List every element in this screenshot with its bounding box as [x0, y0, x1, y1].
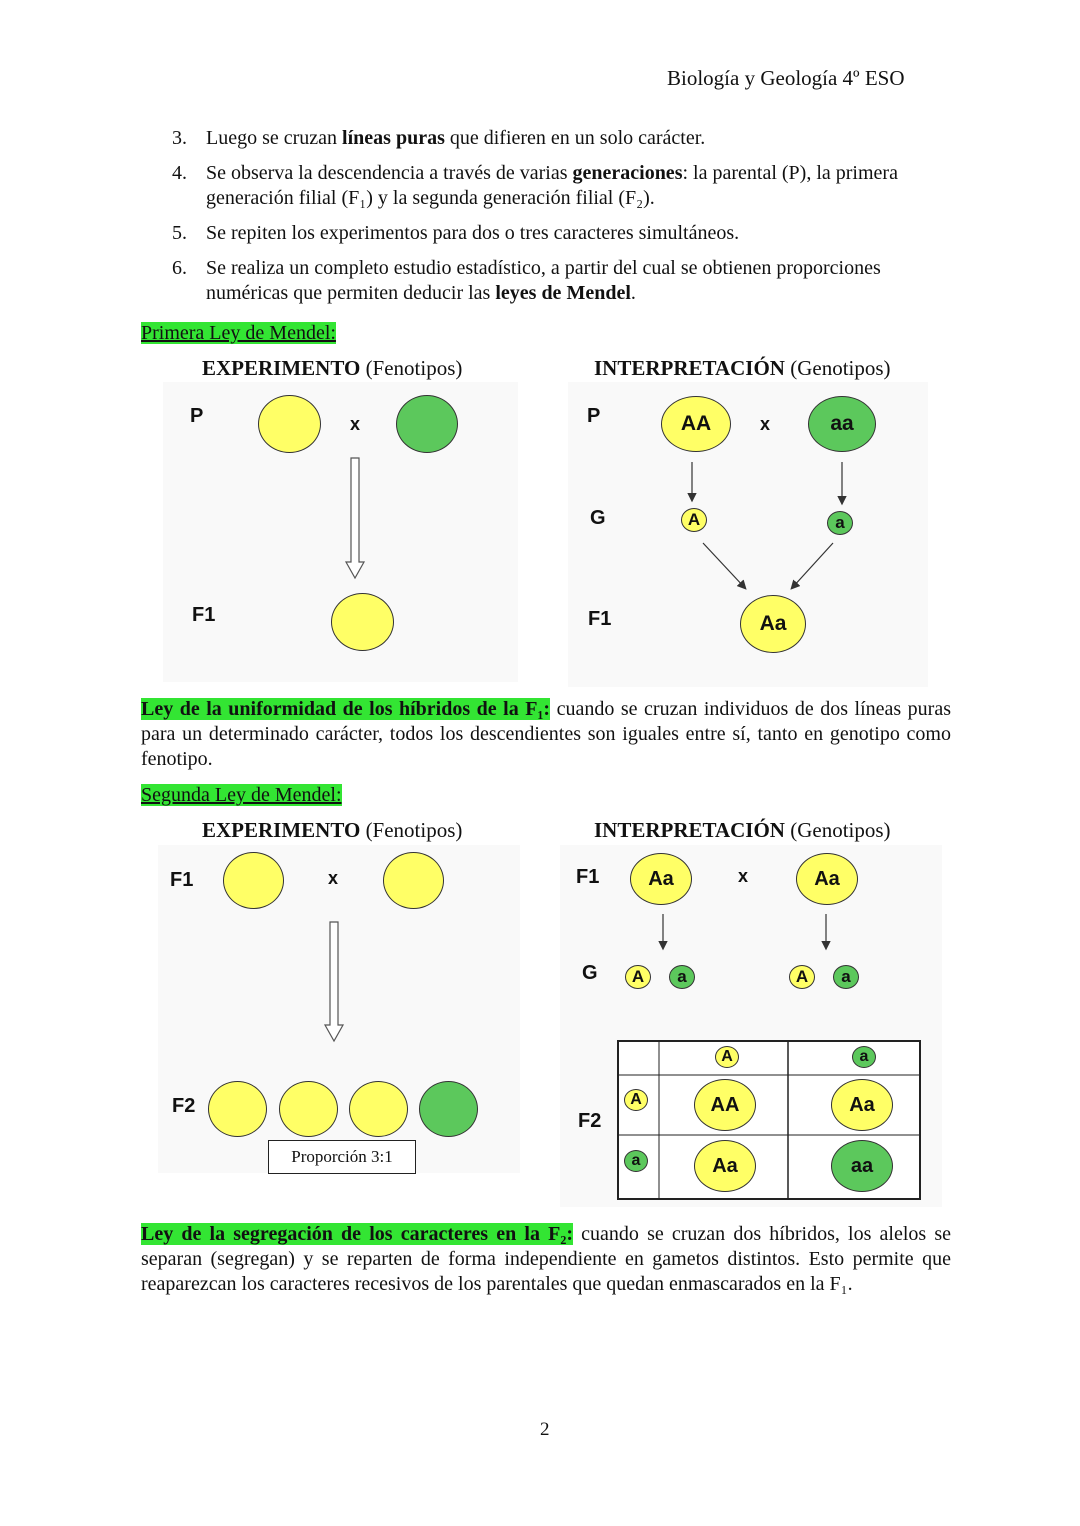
parent-Aa-2: Aa [796, 853, 858, 905]
gamete-A-2: A [789, 965, 815, 989]
yellow-pea-f1 [331, 593, 394, 651]
second-law-definition: Ley de la segregación de los caracteres en la F₂: cuando se cruzan dos híbridos, los alelos se separan (segregan) y se reparten de forma independiente en gametos distintos. Esto permite que reaparezcan los caracteres recesivos de los parentales que quedan enmascarados en la F₁. [141, 1223, 951, 1295]
list-item-text: : la parental (P), la primera generación filial (F₁) y la segunda generación filial (F₂). [206, 162, 898, 209]
numbered-list [172, 126, 962, 316]
label-p: P [190, 405, 204, 427]
interpretation-heading: INTERPRETACIÓN (Genotipos) [594, 356, 891, 380]
first-law-definition: Ley de la uniformidad de los híbridos de la F₁: cuando se cruzan individuos de dos líneas puras para un determinado carácter, todos los descendientes son iguales entre sí, tanto en genotipo como fenotipo. [141, 698, 951, 770]
yellow-pea-f2-3 [349, 1081, 408, 1137]
label-f2: F2 [578, 1110, 602, 1132]
second-law-title: Segunda Ley de Mendel: [141, 784, 342, 806]
cross-symbol: x [350, 414, 361, 434]
label-g: G [590, 507, 606, 529]
list-item-number: 6. [172, 257, 187, 279]
gamete-A: A [681, 508, 707, 532]
list-item-number: 4. [172, 162, 187, 184]
punnett-cell-AA: AA [694, 1079, 756, 1131]
genotype-AA-circle: AA [661, 396, 731, 452]
first-law-title: Primera Ley de Mendel: [141, 322, 336, 344]
punnett-row-gamete-A: A [624, 1089, 648, 1111]
list-item [172, 161, 962, 211]
punnett-col-gamete-a: a [852, 1046, 876, 1068]
list-item [172, 256, 962, 306]
yellow-pea-parent [258, 395, 321, 453]
list-item-text: . [630, 282, 636, 304]
hybrid-Aa-circle: Aa [740, 595, 806, 653]
green-pea-f2 [419, 1081, 478, 1137]
list-item [172, 221, 962, 246]
list-item-text: leyes de Mendel [495, 282, 631, 304]
experiment-heading: EXPERIMENTO (Fenotipos) [202, 356, 463, 380]
yellow-pea-f1-b [383, 852, 444, 909]
list-item-number: 5. [172, 222, 187, 244]
parent-Aa-1: Aa [630, 853, 692, 905]
gamete-a: a [827, 511, 853, 535]
cross-symbol: x [760, 414, 771, 434]
list-item-text: Se realiza un completo estudio estadístico, a partir del cual se obtienen proporciones numéricas que permiten deducir las [206, 257, 881, 304]
label-f1: F1 [192, 604, 216, 626]
list-item-text: líneas puras [342, 127, 445, 149]
page-number: 2 [540, 1419, 550, 1440]
cross-symbol: x [738, 866, 749, 886]
list-item-text: que difieren en un solo carácter. [444, 127, 706, 149]
punnett-row-gamete-a: a [624, 1150, 648, 1172]
label-p: P [587, 405, 601, 427]
yellow-pea-f2-1 [208, 1081, 267, 1137]
page-header: Biología y Geología 4º ESO [667, 66, 905, 90]
list-item [172, 126, 962, 151]
yellow-pea-f2-2 [279, 1081, 338, 1137]
genotype-aa-circle: aa [808, 396, 876, 452]
cross-symbol: x [328, 868, 339, 888]
experiment-heading: EXPERIMENTO (Fenotipos) [202, 818, 463, 842]
list-item-text: Se observa la descendencia a través de varias [206, 162, 573, 184]
label-f1: F1 [170, 869, 194, 891]
list-item-text: Se repiten los experimentos para dos o tres caracteres simultáneos. [206, 222, 740, 244]
label-f2: F2 [172, 1095, 196, 1117]
punnett-cell-Aa-bottom: Aa [694, 1140, 756, 1192]
gamete-A-1: A [625, 965, 651, 989]
label-f1: F1 [576, 866, 600, 888]
list-item-text: generaciones [572, 162, 683, 184]
gamete-a-1: a [669, 965, 695, 989]
proportion-box: Proporción 3:1 [268, 1140, 416, 1174]
punnett-cell-Aa-top: Aa [831, 1079, 893, 1131]
green-pea-parent [396, 395, 458, 453]
label-g: G [582, 962, 598, 984]
yellow-pea-f1-a [223, 852, 284, 909]
label-f1: F1 [588, 608, 612, 630]
list-item-number: 3. [172, 127, 187, 149]
list-item-text: Luego se cruzan [206, 127, 343, 149]
gamete-a-2: a [833, 965, 859, 989]
interpretation-heading: INTERPRETACIÓN (Genotipos) [594, 818, 891, 842]
punnett-cell-aa: aa [831, 1140, 893, 1192]
punnett-col-gamete-A: A [715, 1046, 739, 1068]
